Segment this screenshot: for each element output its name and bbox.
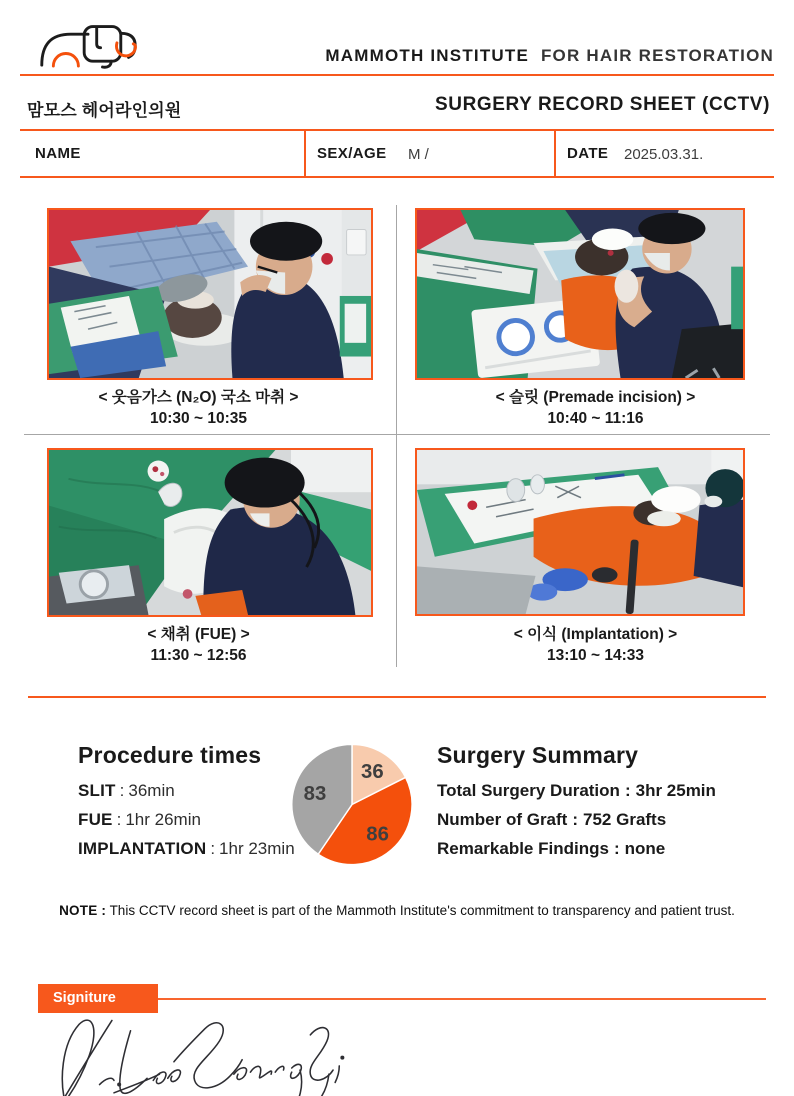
date-label: DATE: [567, 145, 609, 162]
procedure-item-slit-value: 36min: [128, 781, 175, 800]
caption-fue-time: 11:30 ~ 12:56: [150, 647, 247, 664]
sex-age-label: SEX/AGE: [317, 145, 387, 162]
doctor-signature: [52, 1008, 362, 1096]
caption-fue: [10, 624, 387, 666]
note-line: [0, 903, 794, 918]
cctv-photo-fue: [47, 448, 373, 617]
clinic-name-kr: 맘모스 헤어라인의원: [27, 101, 182, 120]
mammoth-logo-icon: [36, 14, 142, 70]
summary-item-findings-label: Remarkable Findings: [437, 839, 609, 858]
info-table-bottom-border: [20, 176, 774, 178]
caption-slit: [407, 387, 784, 429]
summary-item-findings: [437, 839, 665, 859]
institute-title: [325, 46, 774, 66]
cctv-photo-implantation: [415, 448, 745, 616]
section-divider: [28, 696, 766, 698]
separator: :: [624, 781, 631, 800]
separator: :: [613, 839, 620, 858]
institute-title-light: FOR HAIR RESTORATION: [540, 46, 774, 65]
procedure-item-implantation-label: IMPLANTATION: [78, 839, 207, 858]
caption-anesthesia-time: 10:30 ~ 10:35: [150, 410, 247, 427]
summary-item-grafts-label: Number of Graft: [437, 810, 568, 829]
procedure-times-title: Procedure times: [78, 742, 262, 768]
caption-anesthesia-title: < 웃음가스 (N₂O) 국소 마취 >: [98, 389, 299, 406]
caption-implantation-time: 13:10 ~ 14:33: [547, 647, 644, 664]
info-table-divider-1: [304, 131, 306, 176]
pie-value-label: 36: [361, 761, 384, 784]
caption-slit-title: < 슬릿 (Premade incision) >: [495, 389, 696, 406]
summary-item-findings-value: none: [624, 839, 666, 858]
note-text: This CCTV record sheet is part of the Mammoth Institute's commitment to transparency and patient trust.: [109, 903, 735, 918]
summary-item-duration-value: 3hr 25min: [635, 781, 716, 800]
sex-age-value: M /: [408, 146, 429, 163]
cctv-photo-anesthesia: [47, 208, 373, 380]
signature-label-badge: Signiture: [38, 984, 158, 1013]
procedure-item-slit: [78, 781, 175, 801]
caption-implantation: [407, 624, 784, 666]
procedure-item-implantation: [78, 839, 295, 859]
summary-item-duration: [437, 781, 716, 801]
separator: :: [119, 781, 125, 800]
summary-item-grafts-value: 752 Grafts: [583, 810, 667, 829]
pie-value-label: 86: [366, 823, 389, 846]
cctv-photo-slit: [415, 208, 745, 380]
surgery-summary-title: Surgery Summary: [437, 742, 639, 768]
caption-fue-title: < 채취 (FUE) >: [147, 626, 250, 643]
photo-grid-horizontal-divider: [24, 434, 770, 435]
date-value: 2025.03.31.: [624, 146, 704, 163]
procedure-pie-chart: [289, 741, 415, 868]
header-divider: [20, 74, 774, 76]
procedure-pie: [289, 741, 415, 868]
separator: :: [210, 839, 216, 858]
procedure-item-fue-label: FUE: [78, 810, 113, 829]
caption-implantation-title: < 이식 (Implantation) >: [513, 626, 678, 643]
procedure-item-slit-label: SLIT: [78, 781, 116, 800]
note-label: NOTE :: [59, 903, 107, 918]
separator: :: [572, 810, 579, 829]
info-table-divider-2: [554, 131, 556, 176]
photo-grid-vertical-divider: [396, 205, 397, 667]
caption-anesthesia: [10, 387, 387, 429]
procedure-item-implantation-value: 1hr 23min: [219, 839, 295, 858]
procedure-item-fue: [78, 810, 201, 830]
summary-item-duration-label: Total Surgery Duration: [437, 781, 620, 800]
pie-value-label: 83: [303, 782, 327, 805]
name-label: NAME: [35, 145, 81, 162]
procedure-item-fue-value: 1hr 26min: [125, 810, 201, 829]
summary-item-grafts: [437, 810, 666, 830]
signature-line: [158, 998, 766, 1000]
separator: :: [116, 810, 122, 829]
info-table-top-border: [20, 129, 774, 131]
sheet-title: SURGERY RECORD SHEET (CCTV): [434, 94, 770, 115]
institute-title-strong: MAMMOTH INSTITUTE: [325, 46, 530, 65]
caption-slit-time: 10:40 ~ 11:16: [547, 410, 644, 427]
